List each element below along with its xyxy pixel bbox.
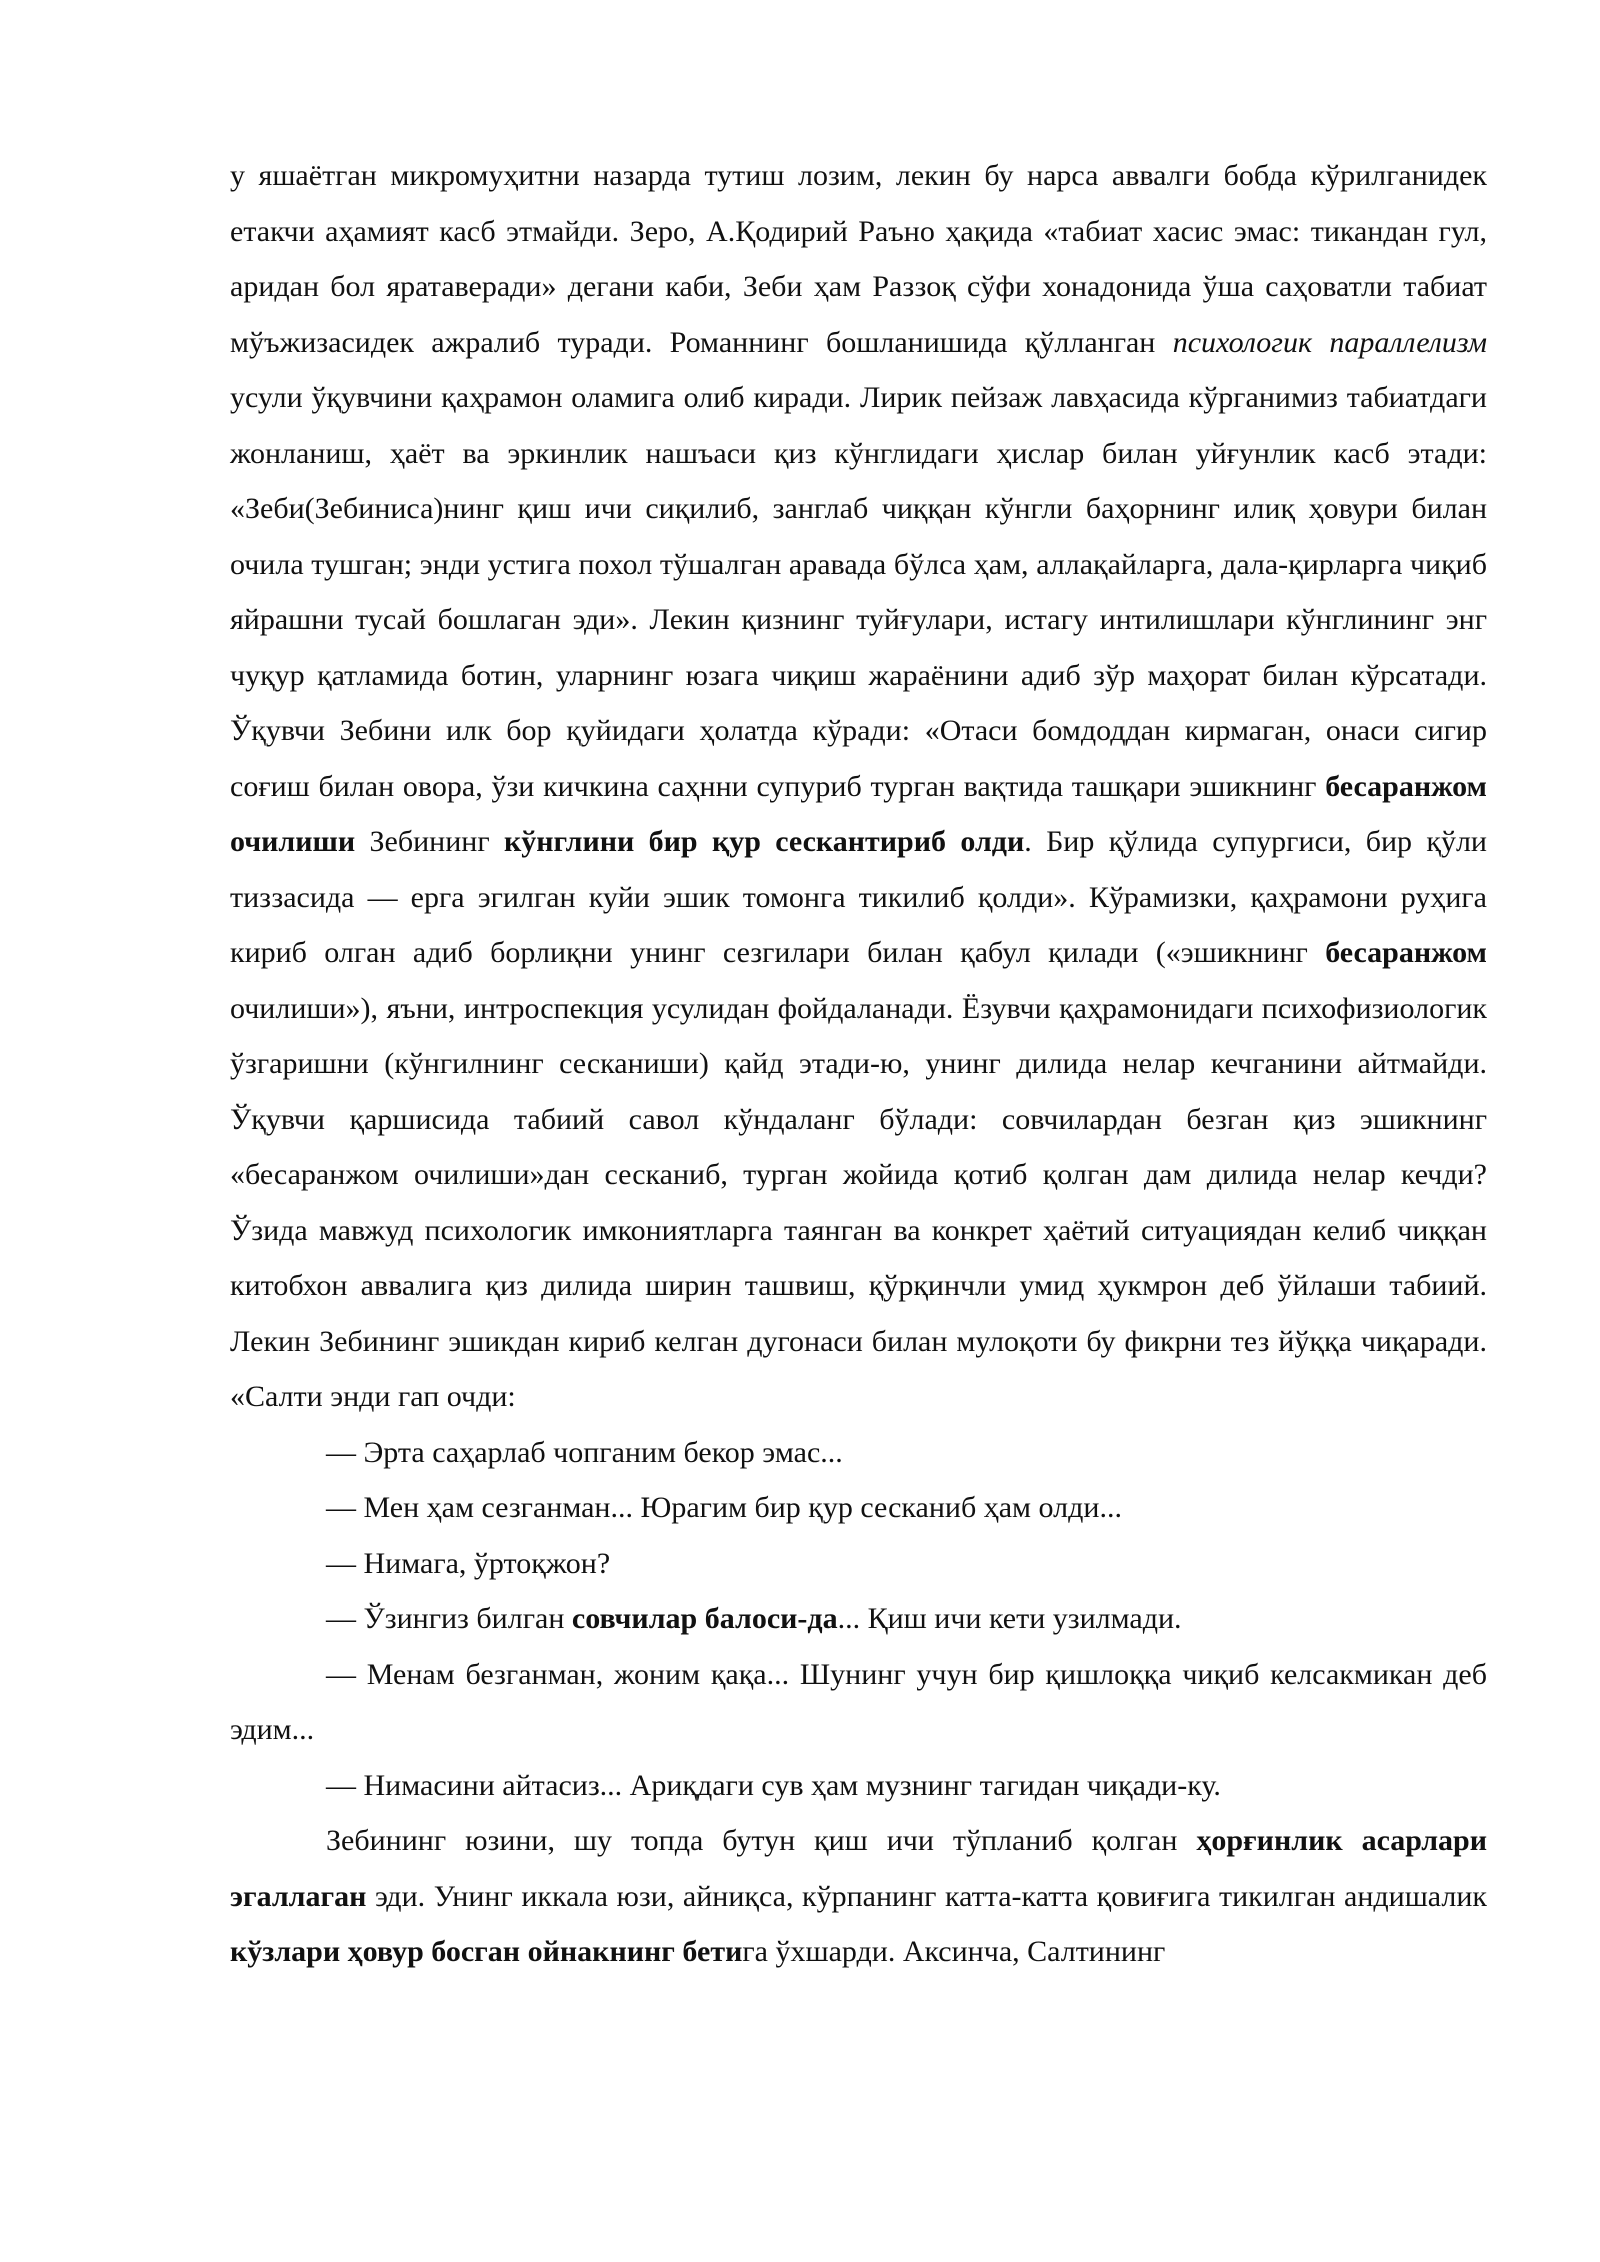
text-segment: — Менам безганман, жоним қақа... Шунинг учун бир қишлоққа чиқиб келсакмикан деб эдим... — [230, 1657, 1487, 1746]
dialogue-line — [230, 1591, 1487, 1647]
bold-phrase: бесаранжом очилиши — [230, 769, 1487, 858]
text-segment: эди. Унинг иккала юзи, айниқса, кўрпанинг катта-катта қовиғига тикилган андишалик — [366, 1879, 1487, 1913]
paragraph-closing — [230, 1813, 1487, 1980]
dialogue-line — [230, 1647, 1487, 1758]
bold-phrase: совчилар балоси-да — [571, 1602, 838, 1635]
text-segment: Зебининг — [355, 825, 504, 858]
dialogue-line — [230, 1758, 1487, 1814]
document-page — [230, 148, 1487, 1980]
dialogue-line — [230, 1480, 1487, 1536]
text-segment: — Мен ҳам сезганман... Юрагим бир қур сесканиб ҳам олди... — [326, 1491, 1122, 1524]
bold-phrase: ҳорғинлик асарлари эгаллаган — [230, 1824, 1487, 1913]
bold-phrase: кўнглини бир қур сескантириб олди — [503, 825, 1025, 858]
bold-phrase: кўзлари ҳовур босган ойнакнинг бети — [230, 1935, 743, 1968]
text-segment: усули ўқувчини қаҳрамон оламига олиб киради. Лирик пейзаж лавҳасида кўрганимиз табиатдаги жонланиш, ҳаёт ва эркинлик нашъаси қиз кўнглидаги ҳислар билан уйғунлик касб этади: «Зеби(Зебиниса)нинг қиш ичи сиқилиб, занглаб чиққан кўнгли баҳорнинг илиқ ҳовури билан очила тушган; энди устига похол тўшалган аравада бўлса ҳам, аллақайларга, дала-қирларга чиқиб яйрашни тусай бошлаган эди». Лекин қизнинг туйғулари, истагу интилишлари кўнглининг энг чуқур қатламида ботин, уларнинг юзага чиқиш жараёнини адиб зўр маҳорат билан кўрсатади. Ўқувчи Зебини илк бор қуйидаги ҳолатда кўради: «Отаси бомдоддан кирмаган, онаси сигир соғиш билан овора, ўзи кичкина саҳнни супуриб турган вақтида ташқари эшикнинг — [230, 381, 1487, 803]
text-segment: — Ўзингиз билган — [326, 1602, 572, 1635]
text-segment: — Нимага, ўртоқжон? — [326, 1546, 611, 1580]
text-segment: у яшаётган микромуҳитни назарда тутиш лозим, лекин бу нарса аввалги бобда кўрилганидек етакчи аҳамият касб этмайди. Зеро, А.Қодирий Раъно ҳақида «табиат хасис эмас: тикандан гул, аридан бол яратаверади» дегани каби, Зеби ҳам Раззоқ сўфи хонадонида ўша саҳоватли табиат мўъжизасидек ажралиб туради. Романнинг бошланишида қўлланган — [230, 159, 1487, 359]
text-segment: — Эрта саҳарлаб чопганим бекор эмас... — [326, 1435, 843, 1469]
italic-term: психологик параллелизм — [1172, 325, 1487, 359]
dialogue-line — [230, 1536, 1487, 1592]
text-segment: . Бир қўлида супургиси, бир қўли тиззасида — ерга эгилган куйи эшик томонга тикилиб қолди». Кўрамизки, қаҳрамони руҳига кириб олган адиб борлиқни унинг сезгилари билан қабул қилади («эшикнинг — [230, 825, 1487, 969]
paragraph-main — [230, 148, 1487, 1425]
bold-phrase: бесаранжом — [1325, 936, 1487, 969]
text-segment: очилиши»), яъни, интроспекция усулидан фойдаланади. Ёзувчи қаҳрамонидаги психофизиологик ўзгаришни (кўнгилнинг сесканиши) қайд этади-ю, унинг дилида нелар кечганини айтмайди. Ўқувчи қаршисида табиий савол кўндаланг бўлади: совчилардан безган қиз эшикнинг «бесаранжом очилиши»дан сесканиб, турган жойида қотиб қолган дам дилида нелар кечди? Ўзида мавжуд психологик имкониятларга таянган ва конкрет ҳаётий ситуациядан келиб чиққан китобхон аввалига қиз дилида ширин ташвиш, қўрқинчли умид ҳукмрон деб ўйлаши табиий. Лекин Зебининг эшикдан кириб келган дугонаси билан мулоқоти бу фикрни тез йўққа чиқаради. «Салти энди гап очди: — [230, 991, 1487, 1413]
text-segment: га ўхшарди. Аксинча, Салтининг — [742, 1935, 1166, 1968]
text-segment: — Нимасини айтасиз... Ариқдаги сув ҳам музнинг тагидан чиқади-ку. — [326, 1768, 1221, 1802]
text-segment: Зебининг юзини, шу топда бутун қиш ичи тўпланиб қолган — [326, 1824, 1197, 1857]
dialogue-line — [230, 1425, 1487, 1481]
text-segment: ... Қиш ичи кети узилмади. — [837, 1602, 1182, 1635]
